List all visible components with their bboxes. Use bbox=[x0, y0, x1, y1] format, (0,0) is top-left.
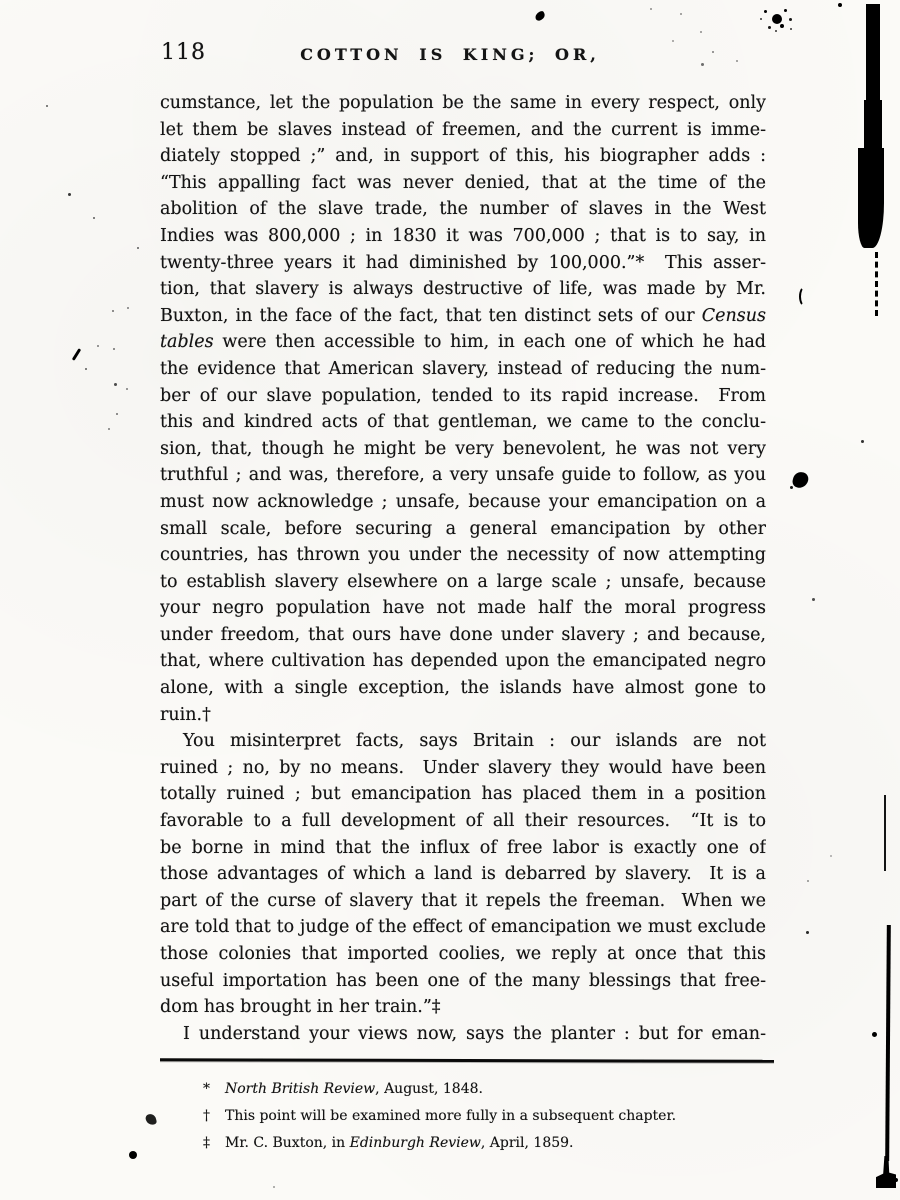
ink-speck bbox=[830, 855, 832, 857]
text-segment: sion, that, though he might be very benevolent, he was not very bbox=[160, 438, 766, 459]
body-text bbox=[160, 90, 766, 1047]
ink-speck bbox=[807, 880, 809, 882]
ink-speck bbox=[780, 24, 784, 28]
footnote-separator-rule bbox=[160, 1058, 774, 1063]
footnote-marker: * bbox=[203, 1081, 210, 1097]
ink-blot bbox=[534, 10, 546, 21]
ink-speck bbox=[273, 1186, 275, 1188]
text-segment: “This appalling fact was never denied, that at the time of the bbox=[160, 172, 766, 193]
text-line bbox=[160, 781, 766, 808]
text-segment: ruin.† bbox=[160, 704, 211, 725]
text-line bbox=[160, 223, 766, 250]
text-segment: favorable to a full development of all their resources. “It is to bbox=[160, 811, 766, 832]
text-segment: must now acknowledge ; unsafe, because your emancipation on a bbox=[160, 491, 766, 512]
ink-speck bbox=[872, 1032, 877, 1037]
text-segment: dom has brought in her train.”‡ bbox=[160, 997, 441, 1018]
text-segment: ruined ; no, by no means. Under slavery they would have been bbox=[160, 757, 766, 778]
ink-speck bbox=[736, 60, 738, 62]
ink-speck bbox=[775, 30, 777, 32]
text-line bbox=[160, 1021, 766, 1048]
scan-edge-bar bbox=[864, 100, 882, 150]
ink-speck bbox=[672, 40, 674, 42]
ink-speck bbox=[127, 307, 129, 309]
ink-speck bbox=[650, 8, 652, 10]
text-segment: small scale, before securing a general emancipation by other bbox=[160, 518, 766, 539]
ink-mark-slash bbox=[72, 348, 81, 361]
text-segment: be borne in mind that the influx of free labor is exactly one of bbox=[160, 837, 766, 858]
text-segment: , August, 1848. bbox=[375, 1081, 483, 1097]
text-segment: alone, with a single exception, the islands have almost gone to bbox=[160, 678, 766, 699]
footnote-marker: ‡ bbox=[203, 1135, 210, 1151]
text-line bbox=[160, 117, 766, 144]
text-line bbox=[160, 994, 766, 1021]
text-segment: North British Review bbox=[225, 1081, 376, 1097]
text-line bbox=[160, 861, 766, 888]
ink-speck bbox=[812, 598, 815, 601]
text-line bbox=[160, 276, 766, 303]
ink-speck bbox=[113, 348, 115, 350]
text-segment: under freedom, that ours have done under slavery ; and because, bbox=[160, 624, 766, 645]
text-line bbox=[160, 728, 766, 755]
text-segment: Mr. C. Buxton, in bbox=[225, 1135, 350, 1151]
text-line bbox=[160, 436, 766, 463]
running-head: COTTON IS KING; OR, bbox=[300, 45, 600, 64]
ink-speck bbox=[68, 193, 71, 196]
scan-edge-line bbox=[884, 795, 886, 871]
ink-speck bbox=[114, 383, 117, 386]
text-segment: Edinburgh Review bbox=[349, 1135, 481, 1151]
ink-speck bbox=[861, 440, 864, 443]
text-line bbox=[160, 702, 766, 729]
text-segment: Indies was 800,000 ; in 1830 it was 700,000 ; that is to say, in bbox=[160, 225, 766, 246]
ink-speck bbox=[789, 18, 792, 21]
text-segment: I understand your views now, says the planter : but for eman- bbox=[183, 1023, 766, 1044]
text-line bbox=[160, 383, 766, 410]
ink-speck bbox=[764, 10, 767, 13]
ink-speck bbox=[790, 28, 792, 30]
ink-speck bbox=[116, 413, 118, 415]
scan-edge-bar bbox=[866, 4, 880, 102]
ink-speck bbox=[126, 388, 128, 390]
text-line bbox=[160, 409, 766, 436]
text-line bbox=[160, 808, 766, 835]
page-number: 118 bbox=[161, 40, 206, 65]
footnote bbox=[203, 1130, 773, 1157]
text-segment: , April, 1859. bbox=[480, 1135, 574, 1151]
text-segment: truthful ; and was, therefore, a very unsafe guide to follow, as you bbox=[160, 465, 766, 486]
text-segment: those advantages of which a land is debarred by slavery. It is a bbox=[160, 864, 766, 885]
text-line bbox=[160, 462, 766, 489]
text-line bbox=[160, 356, 766, 383]
text-segment: tables bbox=[160, 332, 214, 353]
text-line bbox=[160, 303, 766, 330]
ink-blot bbox=[145, 1113, 158, 1126]
text-segment: your negro population have not made half the moral progress bbox=[160, 598, 766, 619]
ink-speck bbox=[85, 368, 87, 370]
text-line bbox=[160, 250, 766, 277]
text-line bbox=[160, 569, 766, 596]
text-segment: that, where cultivation has depended upon the emancipated negro bbox=[160, 651, 766, 672]
text-line bbox=[160, 595, 766, 622]
text-line bbox=[160, 516, 766, 543]
text-segment: are told that to judge of the effect of emancipation we must exclude bbox=[160, 917, 766, 938]
footnote bbox=[203, 1076, 773, 1103]
text-segment: let them be slaves instead of freemen, and the current is imme- bbox=[160, 119, 766, 140]
ink-speck bbox=[97, 345, 99, 347]
text-segment: were then accessible to him, in each one of which he had bbox=[213, 332, 766, 353]
ink-speck bbox=[790, 486, 793, 489]
text-segment: This point will be examined more fully in a subsequent chapter. bbox=[225, 1108, 677, 1124]
ink-speck bbox=[784, 9, 787, 12]
text-segment: ber of our slave population, tended to its rapid increase. From bbox=[160, 385, 766, 406]
scan-edge-dashes bbox=[875, 252, 878, 316]
text-line bbox=[160, 914, 766, 941]
text-line bbox=[160, 675, 766, 702]
text-segment: countries, has thrown you under the necessity of now attempting bbox=[160, 545, 766, 566]
ink-speck bbox=[768, 26, 771, 29]
text-line bbox=[160, 196, 766, 223]
text-line bbox=[160, 143, 766, 170]
ink-speck bbox=[700, 31, 702, 33]
ink-speck bbox=[112, 310, 114, 312]
text-segment: You misinterpret facts, says Britain : our islands are not bbox=[183, 731, 766, 752]
ink-speck bbox=[712, 51, 714, 53]
text-line bbox=[160, 755, 766, 782]
text-line bbox=[160, 329, 766, 356]
ink-speck bbox=[886, 1179, 892, 1185]
ink-speck bbox=[701, 63, 704, 66]
ink-speck bbox=[760, 18, 762, 20]
text-line bbox=[160, 941, 766, 968]
ink-speck bbox=[108, 428, 110, 430]
text-line bbox=[160, 622, 766, 649]
text-segment: to establish slavery elsewhere on a large scale ; unsafe, because bbox=[160, 571, 766, 592]
ink-speck bbox=[838, 3, 842, 7]
footnotes bbox=[203, 1076, 773, 1157]
ink-speck bbox=[93, 217, 95, 219]
text-segment: abolition of the slave trade, the number of slaves in the West bbox=[160, 199, 766, 220]
text-segment: cumstance, let the population be the same in every respect, only bbox=[160, 93, 766, 113]
ink-speck bbox=[46, 105, 48, 107]
text-segment: Census bbox=[701, 305, 766, 326]
scan-edge-bar bbox=[858, 148, 884, 248]
text-line bbox=[160, 648, 766, 675]
text-segment: part of the curse of slavery that it repels the freeman. When we bbox=[160, 890, 766, 911]
text-segment: useful importation has been one of the many blessings that free- bbox=[160, 970, 766, 991]
ink-speck bbox=[806, 931, 809, 934]
text-line bbox=[160, 542, 766, 569]
footnote bbox=[203, 1103, 773, 1130]
text-segment: tion, that slavery is always destructive of life, was made by Mr. bbox=[160, 279, 766, 300]
text-segment: diately stopped ;” and, in support of this, his biographer adds : bbox=[160, 146, 766, 167]
ink-blot bbox=[791, 470, 810, 489]
text-line bbox=[160, 90, 766, 117]
ink-speck bbox=[894, 1178, 898, 1182]
ink-dot bbox=[129, 1151, 137, 1159]
text-segment: this and kindred acts of that gentleman, we came to the conclu- bbox=[160, 412, 766, 433]
text-line bbox=[160, 489, 766, 516]
ink-speck bbox=[772, 14, 782, 24]
text-segment: totally ruined ; but emancipation has placed them in a position bbox=[160, 784, 766, 805]
text-segment: those colonies that imported coolies, we reply at once that this bbox=[160, 944, 766, 964]
text-line bbox=[160, 968, 766, 995]
text-line bbox=[160, 170, 766, 197]
ink-mark-paren bbox=[799, 286, 811, 307]
text-line bbox=[160, 888, 766, 915]
text-segment: Buxton, in the face of the fact, that ten distinct sets of our bbox=[160, 305, 702, 326]
text-segment: the evidence that American slavery, instead of reducing the num- bbox=[160, 358, 766, 379]
ink-speck bbox=[680, 13, 682, 15]
scan-edge-line bbox=[885, 925, 891, 1161]
text-segment: twenty-three years it had diminished by 100,000.”* This asser- bbox=[160, 252, 766, 273]
ink-speck bbox=[137, 247, 139, 249]
footnote-marker: † bbox=[203, 1108, 210, 1124]
text-line bbox=[160, 835, 766, 862]
